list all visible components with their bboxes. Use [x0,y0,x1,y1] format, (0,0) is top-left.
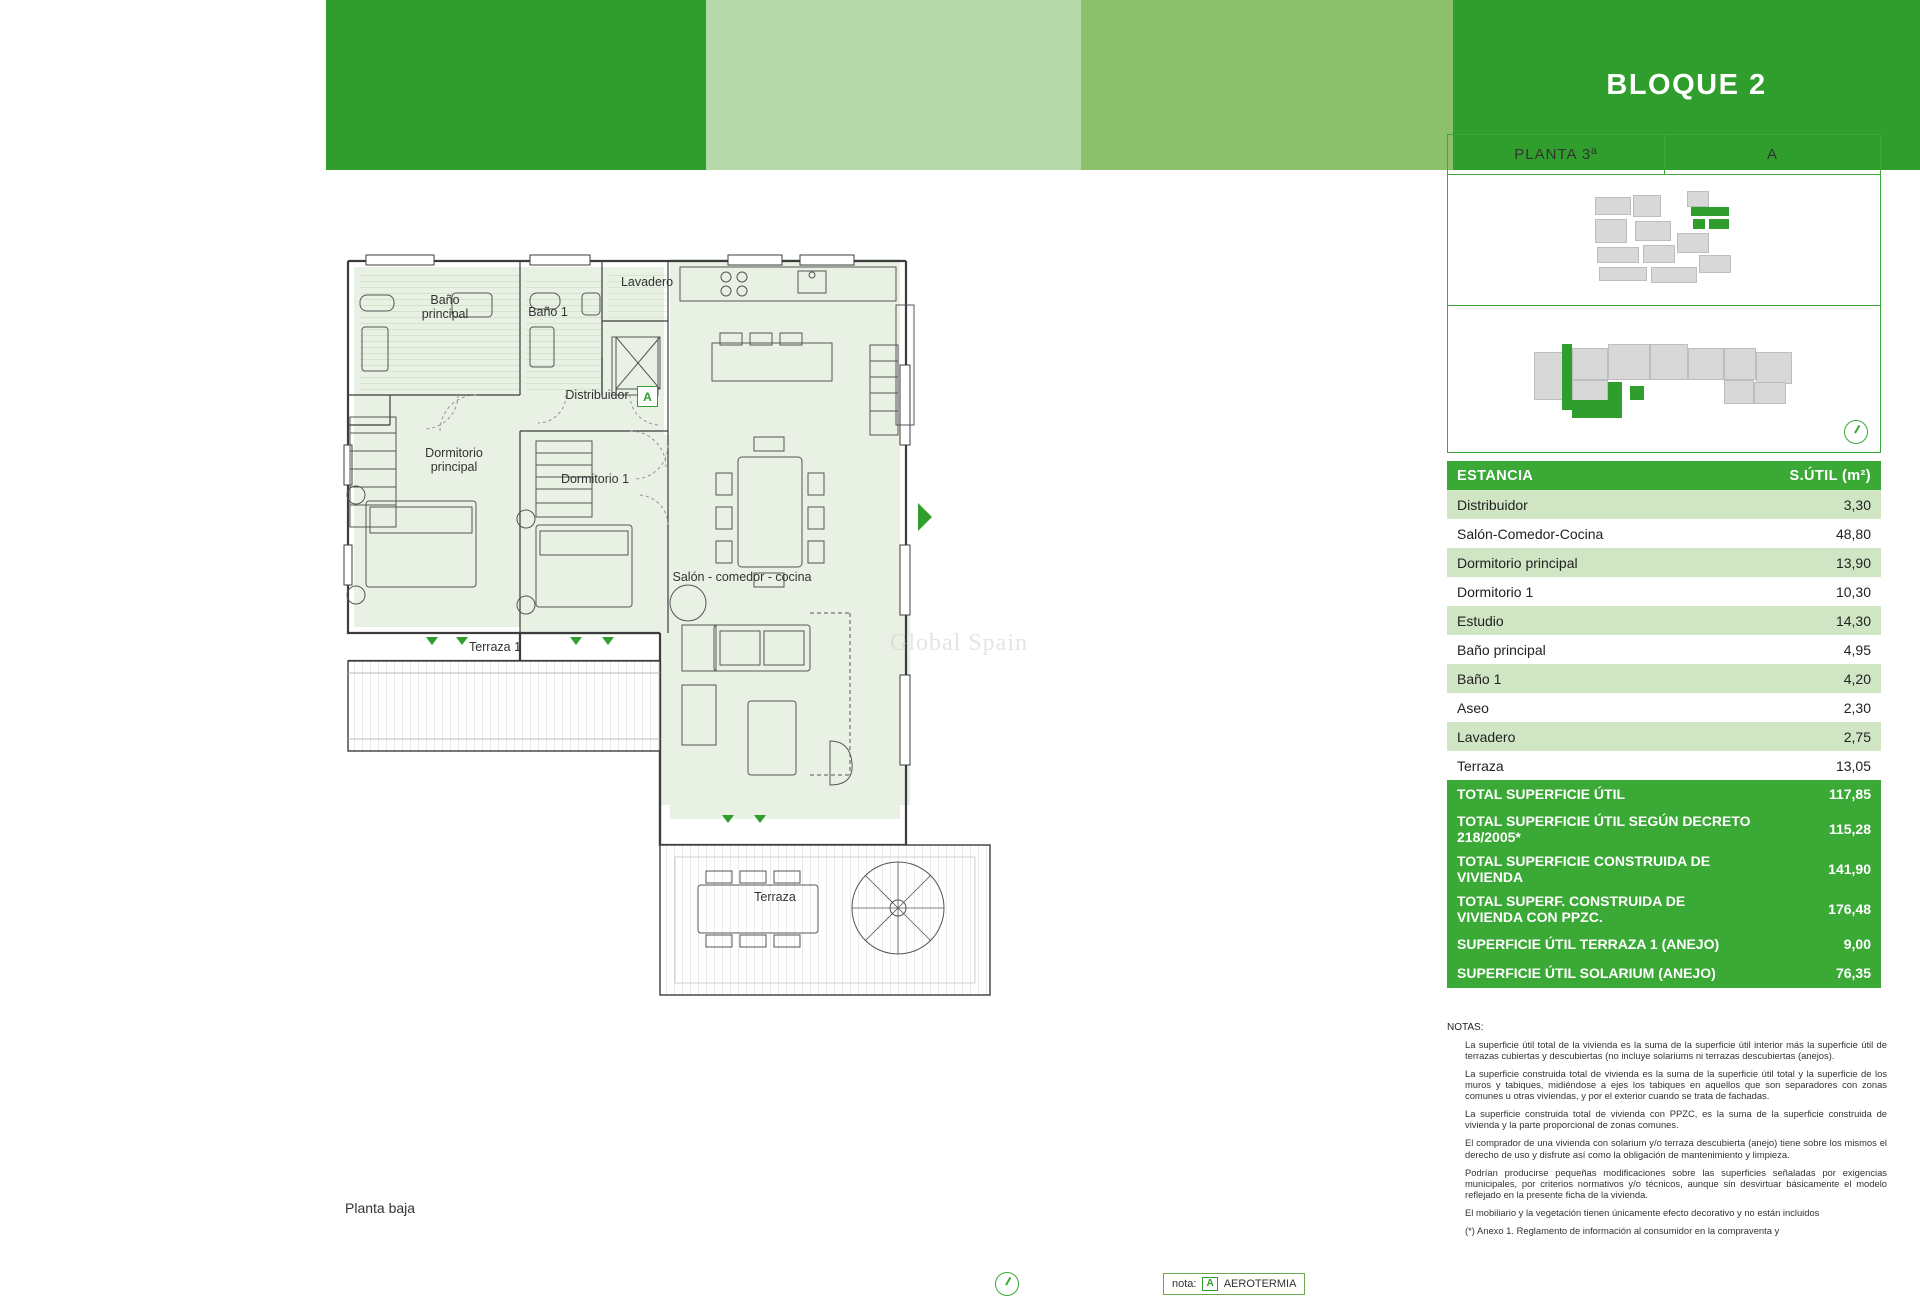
banner-segment-3 [1081,0,1453,170]
total-value: 117,85 [1765,780,1881,809]
note-paragraph: La superficie útil total de la vivienda es la suma de la superficie útil interior más la superficie útil de terrazas cubiertas y descubiertas (no incluye solariums ni terrazas descubiertas (anejos). [1465,1038,1887,1061]
total-row [1447,889,1881,929]
row-value: 3,30 [1765,490,1881,519]
note-paragraph: Podrían producirse pequeñas modificaciones sobre las superficies señaladas por exigencias municipales, por criterios normativos y/o técnicos, aunque sin desvirtuar básicamente el modelo reflejado en la presente ficha de la vivienda. [1465,1166,1887,1200]
row-value: 10,30 [1765,577,1881,606]
aerotermia-legend-text: AEROTERMIA [1223,1278,1297,1290]
compass-icon [995,1272,1019,1296]
row-name: Baño principal [1447,635,1765,664]
total-value: 115,28 [1765,809,1881,849]
site-keyplan [1447,174,1881,305]
table-row [1447,577,1881,606]
table-row [1447,548,1881,577]
row-value: 4,20 [1765,664,1881,693]
notes-block [1447,1022,1887,1243]
total-name: TOTAL SUPERFICIE ÚTIL SEGÚN DECRETO 218/2005* [1447,809,1765,849]
total-name: TOTAL SUPERFICIE ÚTIL [1447,780,1765,809]
total-row [1447,809,1881,849]
floor-keyplan [1447,305,1881,453]
site-keyplan-graphic [1591,185,1737,295]
planta-row [1447,134,1881,174]
table-row [1447,751,1881,780]
table-row [1447,606,1881,635]
aerotermia-tag: A [637,386,658,407]
plan-caption: Planta baja [345,1200,416,1216]
table-row [1447,693,1881,722]
header-estancia: ESTANCIA [1447,461,1765,490]
planta-label: PLANTA 3ª [1448,135,1665,174]
row-value: 2,30 [1765,693,1881,722]
total-name: SUPERFICIE ÚTIL SOLARIUM (ANEJO) [1447,959,1765,988]
total-value: 76,35 [1765,959,1881,988]
row-name: Salón-Comedor-Cocina [1447,519,1765,548]
note-paragraph: (*) Anexo 1. Reglamento de información al consumidor en la compraventa y [1465,1225,1780,1237]
floor-plan [330,245,1430,1255]
total-row [1447,849,1881,889]
row-value: 2,75 [1765,722,1881,751]
unit-label: A [1766,146,1778,163]
row-name: Distribuidor [1447,490,1765,519]
notes-title: NOTAS: [1447,1022,1484,1033]
row-name: Terraza [1447,751,1765,780]
room-label-bano-1: Baño 1 [528,305,568,319]
room-label-bano-principal: Baño principal [421,293,469,322]
total-name: SUPERFICIE ÚTIL TERRAZA 1 (ANEJO) [1447,930,1765,959]
banner-segment-1 [326,0,706,170]
floor-keyplan-graphic [1534,338,1794,420]
total-name: TOTAL SUPERF. CONSTRUIDA DE VIVIENDA CON PPZC. [1447,889,1765,929]
aerotermia-legend-prefix: nota: [1172,1278,1197,1290]
room-label-dormitorio-1: Dormitorio 1 [560,472,630,486]
room-label-terraza: Terraza [754,890,796,904]
table-row [1447,635,1881,664]
row-value: 13,90 [1765,548,1881,577]
block-title: BLOQUE 2 [1606,68,1767,101]
table-row [1447,490,1881,519]
row-name: Dormitorio 1 [1447,577,1765,606]
table-header-row [1447,461,1881,490]
total-row [1447,930,1881,959]
total-row [1447,959,1881,988]
compass-icon [1844,420,1868,444]
note-paragraph: El mobiliario y la vegetación tienen únicamente efecto decorativo y no están incluidos [1465,1206,1820,1218]
row-value: 14,30 [1765,606,1881,635]
floor-plan-drawing [330,245,1430,1255]
total-value: 9,00 [1765,930,1881,959]
room-label-dormitorio-principal: Dormitorio principal [425,446,483,475]
room-label-terraza-1: Terraza 1 [468,640,522,654]
room-label-distribuidor: Distribuidor [565,388,629,402]
table-row [1447,519,1881,548]
watermark: Global Spain [890,630,1028,656]
row-name: Lavadero [1447,722,1765,751]
note-paragraph: El comprador de una vivienda con solarium y/o terraza descubierta (anejo) tiene sobre los mismos el derecho de uso y disfrute así como la obligación de mantenimiento y limpieza. [1465,1137,1887,1160]
total-value: 176,48 [1765,889,1881,929]
total-name: TOTAL SUPERFICIE CONSTRUIDA DE VIVIENDA [1447,849,1765,889]
row-name: Estudio [1447,606,1765,635]
table-row [1447,722,1881,751]
room-label-lavadero: Lavadero [620,275,674,289]
total-value: 141,90 [1765,849,1881,889]
row-name: Baño 1 [1447,664,1765,693]
total-row [1447,780,1881,809]
room-label-salon-comedor-cocina: Salón - comedor - cocina [672,570,812,584]
row-value: 13,05 [1765,751,1881,780]
header-superficie: S.ÚTIL (m²) [1765,461,1881,490]
aerotermia-legend [1163,1273,1305,1295]
aerotermia-legend-badge: A [1202,1277,1217,1291]
row-name: Dormitorio principal [1447,548,1765,577]
banner-segment-2 [706,0,1081,170]
info-panel [1447,134,1881,988]
row-value: 48,80 [1765,519,1881,548]
note-paragraph: La superficie construida total de vivienda es la suma de la superficie útil total y la superficie de los muros y tabiques, midiéndose a ejes los tabiques en aquellos que son separadores con zonas comunes u otras viviendas, y por el exterior cuando se trata de fachadas. [1465,1067,1887,1102]
note-paragraph: La superficie construida total de vivienda con PPZC, es la suma de la superficie construida de vivienda y la parte proporcional de zonas comunes. [1465,1108,1887,1131]
surfaces-table [1447,461,1881,988]
table-row [1447,664,1881,693]
row-name: Aseo [1447,693,1765,722]
row-value: 4,95 [1765,635,1881,664]
